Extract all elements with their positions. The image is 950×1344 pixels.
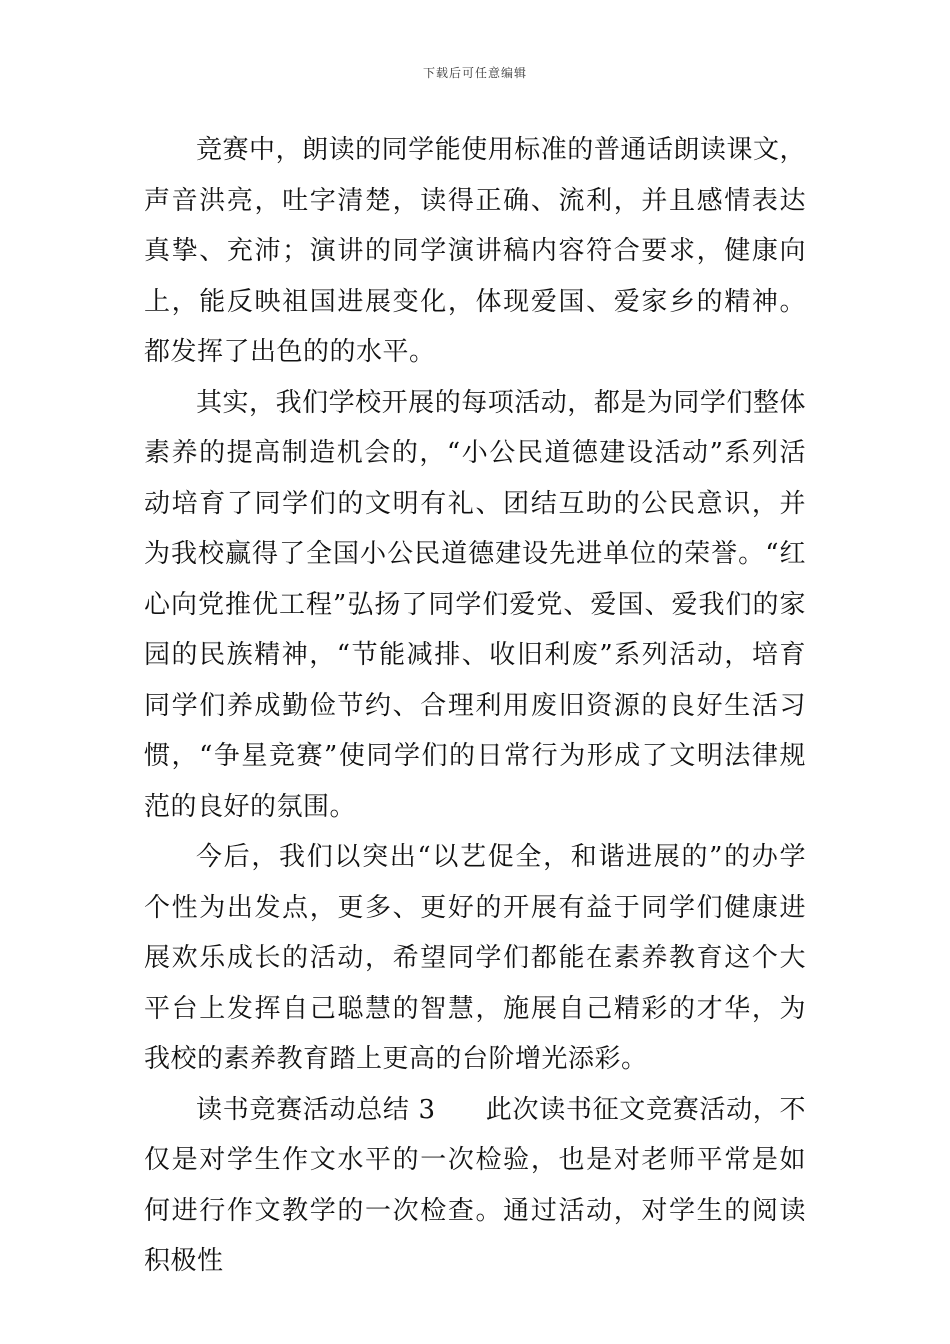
section-text: 此次读书征文竞赛活动，不仅是对学生作文水平的一次检验，也是对老师平常是如何进行作文教学的一次检查。通过活动，对学生的阅读积极性 <box>144 1094 806 1276</box>
paragraph-competition: 竞赛中，朗读的同学能使用标准的普通话朗读课文，声音洪亮，吐字清楚，读得正确、流利，并且感情表达真挚、充沛；演讲的同学演讲稿内容符合要求，健康向上，能反映祖国进展变化，体现爱国、爱家乡的精神。都发挥了出色的的水平。 <box>144 135 806 367</box>
section-title: 读书竞赛活动总结 3 <box>196 1094 436 1125</box>
paragraph-activities: 其实，我们学校开展的每项活动，都是为同学们整体素养的提高制造机会的，“小公民道德建设活动”系列活动培育了同学们的文明有礼、团结互助的公民意识，并为我校赢得了全国小公民道德建设先进单位的荣誉。“红心向党推优工程”弘扬了同学们爱党、爱国、爱我们的家园的民族精神，“节能减排、收旧利废”系列活动，培育同学们养成勤俭节约、合理利用废旧资源的良好生活习惯，“争星竞赛”使同学们的日常行为形成了文明法律规范的良好的氛围。 <box>144 387 806 822</box>
paragraph-future: 今后，我们以突出“以艺促全，和谐进展的”的办学个性为出发点，更多、更好的开展有益于同学们健康进展欢乐成长的活动，希望同学们都能在素养教育这个大平台上发挥自己聪慧的智慧，施展自己精彩的才华，为我校的素养教育踏上更高的台阶增光添彩。 <box>144 842 806 1074</box>
document-body <box>144 125 806 1287</box>
header-note: 下载后可任意编辑 <box>422 66 527 80</box>
paragraph-section-3 <box>144 1085 806 1287</box>
